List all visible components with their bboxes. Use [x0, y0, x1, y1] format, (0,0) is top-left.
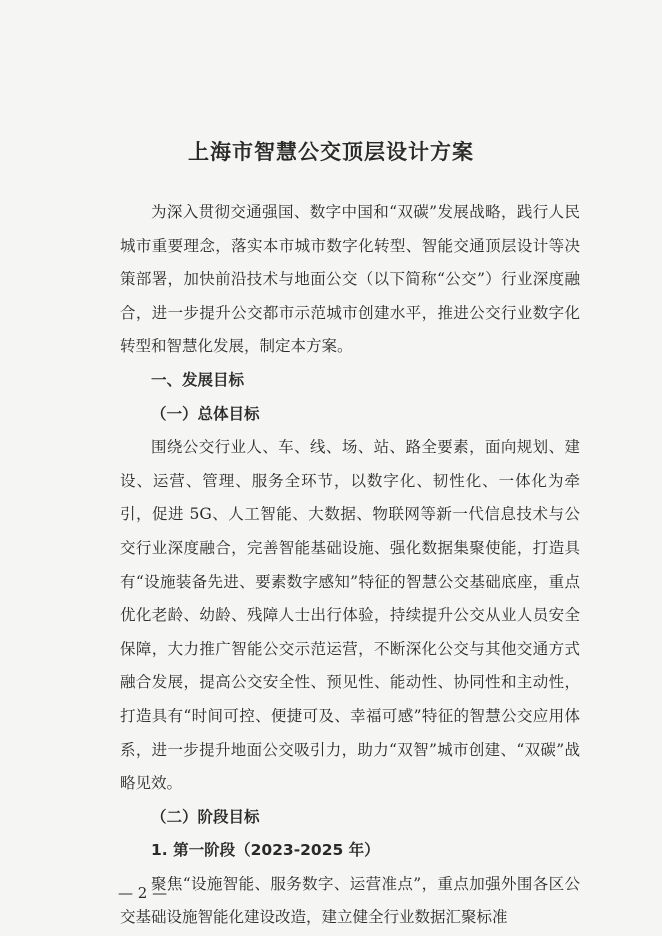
document-body: [120, 196, 580, 935]
overall-goals-paragraph: 围绕公交行业人、车、线、场、站、路全要素，面向规划、建设、运营、管理、服务全环节，以数字化、韧性化、一体化为牵引，促进 5G、人工智能、大数据、物联网等新一代信息技术与公交行业深度融合，完善智能基础设施、强化数据集聚使能，打造具有“设施装备先进、要素数字感知”特征的智慧公交基础底座，重点优化老龄、幼龄、残障人士出行体验，持续提升公交从业人员安全保障，大力推广智能公交示范运营，不断深化公交与其他交通方式融合发展，提高公交安全性、预见性、能动性、协同性和主动性，打造具有“时间可控、便捷可及、幸福可感”特征的智慧公交应用体系，进一步提升地面公交吸引力，助力“双智”城市创建、“双碳”战略见效。: [120, 438, 580, 793]
stage-one-paragraph: 聚焦“设施智能、服务数字、运营准点”，重点加强外围各区公交基础设施智能化建设改造，建立健全行业数据汇聚标准: [120, 874, 580, 927]
section-heading-development-goals: 一、发展目标: [151, 370, 245, 389]
document-title: 上海市智慧公交顶层设计方案: [188, 140, 474, 164]
stage-one-heading: 1. 第一阶段（2023-2025 年）: [151, 841, 380, 860]
subsection-heading-overall-goals: （一）总体目标: [151, 404, 260, 423]
subsection-heading-stage-goals: （二）阶段目标: [151, 807, 260, 826]
page-number: — 2 —: [118, 884, 168, 902]
intro-paragraph: 为深入贯彻交通强国、数字中国和“双碳”发展战略，践行人民城市重要理念，落实本市城市数字化转型、智能交通顶层设计等决策部署，加快前沿技术与地面公交（以下简称“公交”）行业深度融合，进一步提升公交都市示范城市创建水平，推进公交行业数字化转型和智慧化发展，制定本方案。: [120, 203, 580, 356]
